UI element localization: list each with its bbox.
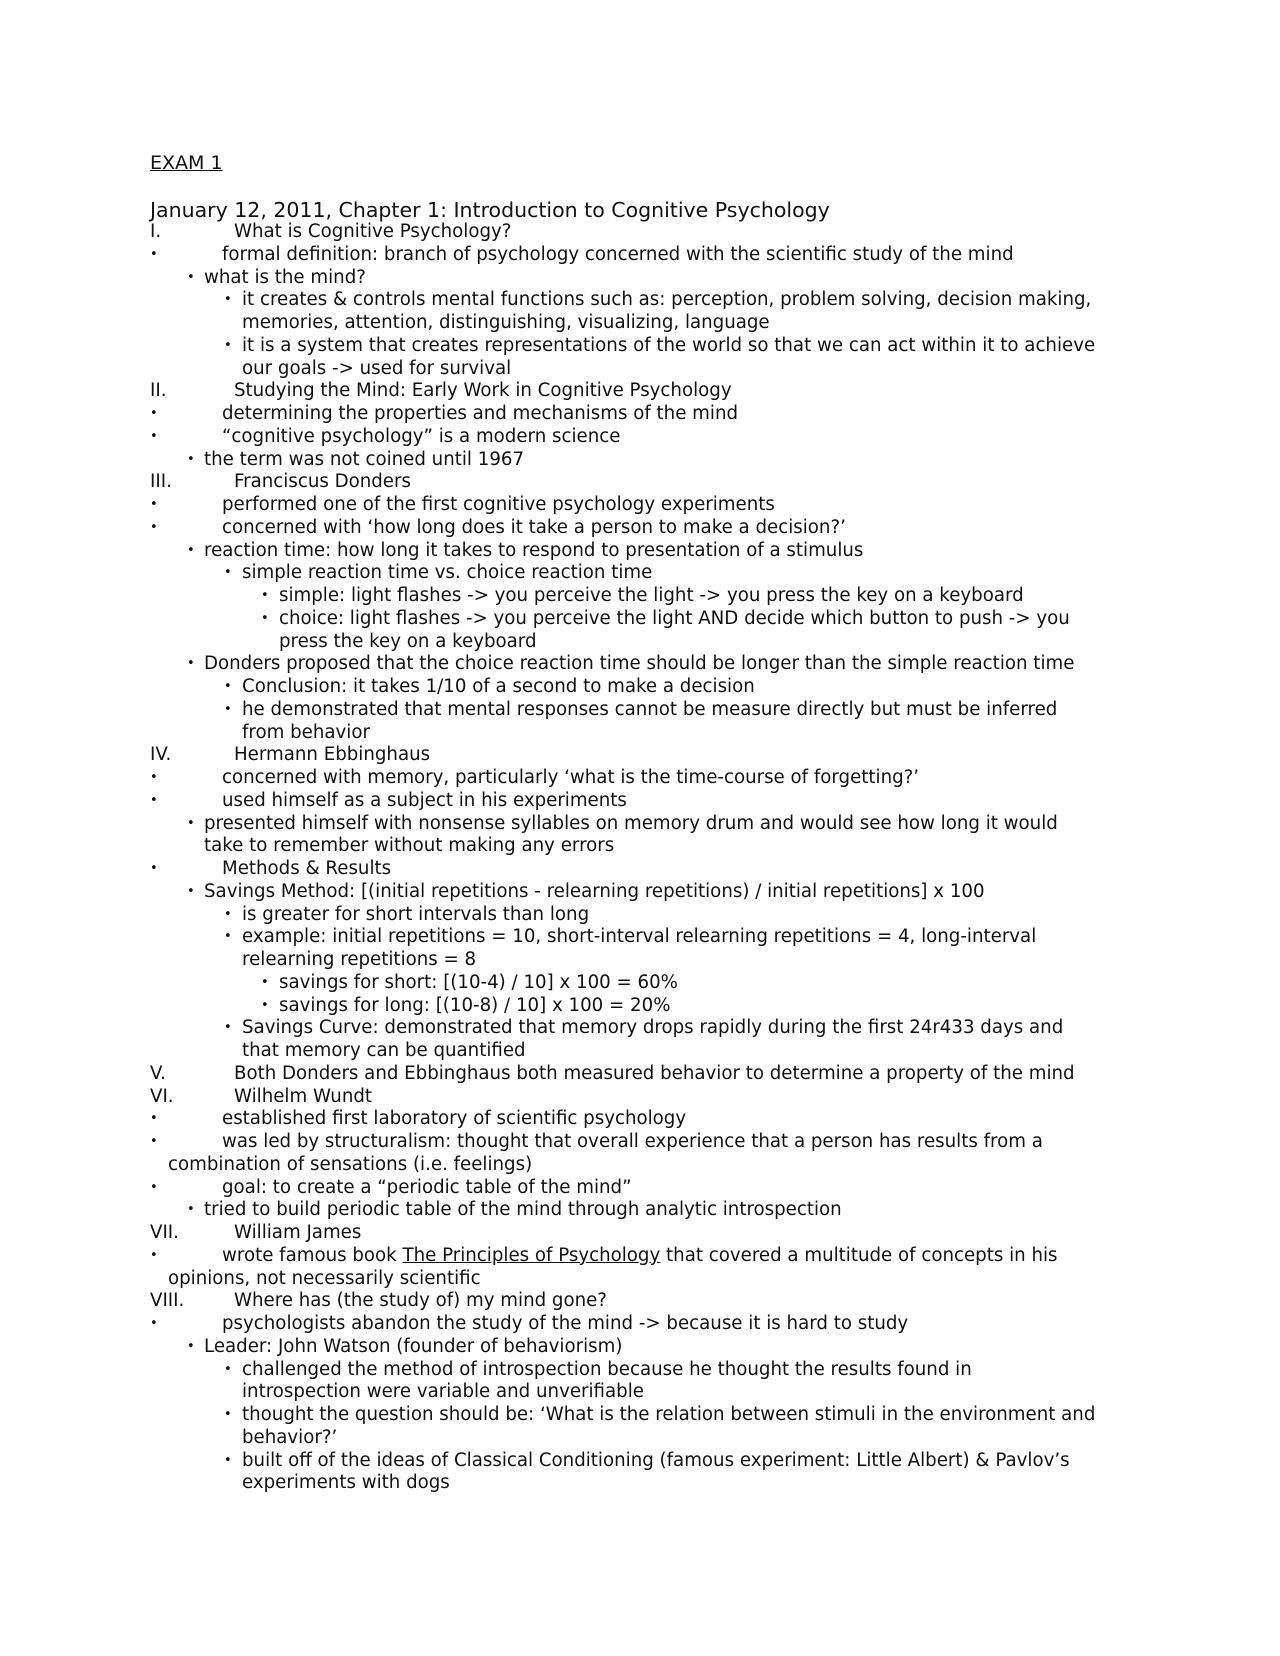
- outline-line: [150, 267, 1130, 290]
- outline-line: [150, 1268, 1130, 1291]
- outline-line: [150, 926, 1130, 949]
- bullet-icon: •: [150, 1179, 158, 1195]
- outline-line: [150, 449, 1130, 472]
- bullet-icon: •: [150, 519, 158, 535]
- bullet-icon: •: [224, 929, 232, 945]
- line-text: reaction time: how long it takes to respond to presentation of a stimulus: [204, 539, 864, 561]
- outline-line: [150, 676, 1130, 699]
- outline-line: [150, 949, 1130, 972]
- bullet-icon: •: [224, 1407, 232, 1422]
- line-text: Both Donders and Ebbinghaus both measured behavior to determine a property of the mind: [234, 1062, 1075, 1084]
- bullet-icon: •: [150, 1316, 158, 1331]
- line-text: experiments with dogs: [242, 1472, 450, 1494]
- line-text: the term was not coined until 1967: [204, 448, 525, 470]
- bullet-icon: •: [261, 974, 269, 990]
- outline-line: [150, 1154, 1130, 1177]
- bullet-icon: •: [187, 883, 195, 899]
- bullet-icon: •: [150, 1247, 158, 1263]
- line-text: used himself as a subject in his experiments: [222, 789, 627, 811]
- outline-line: [150, 494, 1130, 517]
- outline-line: [150, 1108, 1130, 1131]
- line-text: is greater for short intervals than long: [242, 903, 590, 925]
- line-text: opinions, not necessarily scientific: [168, 1267, 481, 1289]
- outline-line: [150, 1359, 1130, 1382]
- line-text: built off of the ideas of Classical Conditioning (famous experiment: Little Albert) & Pavlov’s: [242, 1449, 1070, 1471]
- outline-line: [150, 1381, 1130, 1404]
- line-text: established first laboratory of scientific psychology: [222, 1108, 687, 1130]
- line-text: introspection were variable and unverifiable: [242, 1381, 644, 1403]
- outline-line: [150, 1472, 1130, 1495]
- line-text: concerned with ‘how long does it take a person to make a decision?’: [222, 516, 846, 538]
- outline-line: [150, 790, 1130, 813]
- outline-line: [150, 426, 1130, 449]
- line-text: Hermann Ebbinghaus: [234, 744, 431, 766]
- outline-line: [150, 517, 1130, 540]
- line-text: simple reaction time vs. choice reaction time: [242, 562, 653, 584]
- line-text: Donders proposed that the choice reaction time should be longer than the simple reaction time: [204, 653, 1075, 675]
- outline-line: [150, 403, 1130, 426]
- bullet-icon: •: [150, 497, 158, 512]
- section-heading: [150, 1063, 1130, 1086]
- line-text: memories, attention, distinguishing, visualizing, language: [242, 312, 770, 333]
- bullet-icon: •: [150, 1111, 158, 1127]
- outline-line: [150, 358, 1130, 381]
- outline-line: [150, 1131, 1130, 1154]
- bullet-icon: •: [224, 1452, 232, 1468]
- section-heading: [150, 1086, 1130, 1109]
- line-text: Studying the Mind: Early Work in Cognitive Psychology: [234, 380, 732, 402]
- bullet-icon: •: [224, 701, 232, 717]
- line-text: press the key on a keyboard: [279, 630, 537, 652]
- section-heading: [150, 471, 1130, 494]
- line-text: Conclusion: it takes 1/10 of a second to make a decision: [242, 676, 755, 697]
- line-text: Leader: John Watson (founder of behaviorism): [204, 1335, 623, 1357]
- line-text: formal definition: branch of psychology concerned with the scientific study of the mind: [222, 243, 1014, 265]
- line-text: psychologists abandon the study of the mind -> because it is hard to study: [222, 1313, 909, 1334]
- bullet-icon: •: [224, 292, 232, 308]
- line-text: Savings Curve: demonstrated that memory drops rapidly during the first 24r433 days and: [242, 1017, 1064, 1039]
- bullet-icon: •: [224, 337, 232, 353]
- outline-line: [150, 289, 1130, 312]
- bullet-icon: •: [187, 1202, 195, 1218]
- roman-numeral: IV.: [150, 744, 172, 766]
- section-heading: [150, 1290, 1130, 1313]
- section-heading: [150, 1222, 1130, 1245]
- outline-line: [150, 699, 1130, 722]
- bullet-icon: •: [150, 406, 158, 421]
- line-text: William James: [234, 1222, 362, 1243]
- line-text: combination of sensations (i.e. feelings): [168, 1153, 533, 1175]
- outline-line: [150, 1040, 1130, 1063]
- outline-line: [150, 972, 1130, 995]
- line-text: goal: to create a “periodic table of the mind”: [222, 1176, 632, 1198]
- roman-numeral: VIII.: [150, 1290, 185, 1312]
- outline-line: [150, 835, 1130, 858]
- bullet-icon: •: [261, 997, 269, 1013]
- section-heading: [150, 744, 1130, 767]
- line-text: Methods & Results: [222, 858, 392, 879]
- line-text-suffix: that covered a multitude of concepts in his: [666, 1244, 1058, 1266]
- line-text: thought the question should be: ‘What is the relation between stimuli in the environment and: [242, 1404, 1096, 1425]
- line-text: determining the properties and mechanisms of the mind: [222, 403, 739, 424]
- outline-line: [150, 1336, 1130, 1359]
- outline-line: [150, 1404, 1130, 1427]
- roman-numeral: I.: [150, 221, 162, 242]
- bullet-icon: •: [224, 1361, 232, 1377]
- outline-line: [150, 312, 1130, 335]
- line-text: it is a system that creates representations of the world so that we can act within it to achieve: [242, 334, 1096, 356]
- bullet-icon: •: [187, 815, 195, 831]
- line-text: savings for long: [(10-8) / 10] x 100 = 20%: [279, 994, 671, 1016]
- bullet-icon: •: [224, 1020, 232, 1036]
- outline-line: [150, 1199, 1130, 1222]
- outline-line: [150, 335, 1130, 358]
- outline-line: [150, 1017, 1130, 1040]
- outline-line: [150, 1177, 1130, 1200]
- line-text: challenged the method of introspection because he thought the results found in: [242, 1358, 972, 1380]
- roman-numeral: V.: [150, 1062, 166, 1084]
- line-text: what is the mind?: [204, 266, 366, 288]
- line-text-prefix: wrote famous book: [222, 1244, 403, 1266]
- outline-line: [150, 653, 1130, 676]
- book-title: The Principles of Psychology: [402, 1244, 661, 1266]
- outline-line: [150, 813, 1130, 836]
- bullet-icon: •: [224, 565, 232, 581]
- outline-line: [150, 631, 1130, 654]
- document-title: EXAM 1: [150, 152, 223, 174]
- bullet-icon: •: [150, 246, 158, 262]
- bullet-icon: •: [261, 588, 269, 603]
- bullet-icon: •: [224, 906, 232, 922]
- roman-numeral: VII.: [150, 1222, 179, 1243]
- outline-line: [150, 540, 1130, 563]
- line-text: presented himself with nonsense syllables on memory drum and would see how long it would: [204, 812, 1058, 834]
- line-text: take to remember without making any errors: [204, 835, 615, 857]
- line-text: our goals -> used for survival: [242, 357, 512, 379]
- line-text: Savings Method: [(initial repetitions - relearning repetitions) / initial repetitions] x 100: [204, 880, 985, 902]
- outline-line: [150, 995, 1130, 1018]
- outline-line: [150, 904, 1130, 927]
- line-text: savings for short: [(10-4) / 10] x 100 = 60%: [279, 971, 678, 993]
- section-heading: [150, 221, 1130, 244]
- roman-numeral: VI.: [150, 1085, 174, 1107]
- outline-line: [150, 1427, 1130, 1450]
- line-text: Franciscus Donders: [234, 471, 411, 493]
- line-text: tried to build periodic table of the mind through analytic introspection: [204, 1199, 842, 1221]
- outline-line: [150, 585, 1130, 608]
- bullet-icon: •: [150, 770, 158, 785]
- roman-numeral: III.: [150, 471, 172, 493]
- bullet-icon: •: [224, 679, 232, 694]
- line-text: he demonstrated that mental responses cannot be measure directly but must be inferred: [242, 698, 1058, 720]
- document-subtitle: January 12, 2011, Chapter 1: Introduction to Cognitive Psychology: [150, 198, 830, 222]
- line-text: “cognitive psychology” is a modern science: [222, 425, 621, 447]
- bullet-icon: •: [150, 428, 158, 444]
- line-text: that memory can be quantified: [242, 1040, 526, 1061]
- line-text: behavior?’: [242, 1426, 338, 1448]
- line-text: simple: light flashes -> you perceive the light -> you press the key on a keyboard: [279, 585, 1024, 606]
- roman-numeral: II.: [150, 380, 167, 402]
- outline-line: [150, 244, 1130, 267]
- section-heading: [150, 380, 1130, 403]
- line-text: was led by structuralism: thought that overall experience that a person has results from a: [222, 1131, 1043, 1152]
- line-text: relearning repetitions = 8: [242, 949, 477, 970]
- line-text: [222, 1245, 1058, 1268]
- line-text: What is Cognitive Psychology?: [234, 221, 512, 242]
- line-text: it creates & controls mental functions such as: perception, problem solving, decision making,: [242, 289, 1092, 311]
- bullet-icon: •: [150, 861, 158, 876]
- bullet-icon: •: [187, 269, 195, 285]
- outline-line: [150, 1245, 1130, 1268]
- line-text: from behavior: [242, 721, 370, 743]
- outline-line: [150, 881, 1130, 904]
- bullet-icon: •: [150, 1134, 158, 1149]
- bullet-icon: •: [187, 656, 195, 672]
- line-text: Where has (the study of) my mind gone?: [234, 1290, 607, 1312]
- outline: [150, 221, 1130, 1495]
- line-text: choice: light flashes -> you perceive the light AND decide which button to push -> you: [279, 607, 1070, 629]
- line-text: performed one of the first cognitive psychology experiments: [222, 494, 775, 515]
- outline-line: [150, 1313, 1130, 1336]
- line-text: concerned with memory, particularly ‘what is the time-course of forgetting?’: [222, 767, 920, 788]
- line-text: Wilhelm Wundt: [234, 1085, 373, 1107]
- outline-line: [150, 1450, 1130, 1473]
- bullet-icon: •: [261, 610, 269, 626]
- bullet-icon: •: [187, 1338, 195, 1354]
- outline-line: [150, 608, 1130, 631]
- outline-line: [150, 767, 1130, 790]
- line-text: example: initial repetitions = 10, short-interval relearning repetitions = 4, long-interval: [242, 926, 1037, 948]
- outline-line: [150, 722, 1130, 745]
- outline-line: [150, 562, 1130, 585]
- bullet-icon: •: [150, 792, 158, 808]
- bullet-icon: •: [187, 542, 195, 558]
- outline-line: [150, 858, 1130, 881]
- bullet-icon: •: [187, 451, 195, 467]
